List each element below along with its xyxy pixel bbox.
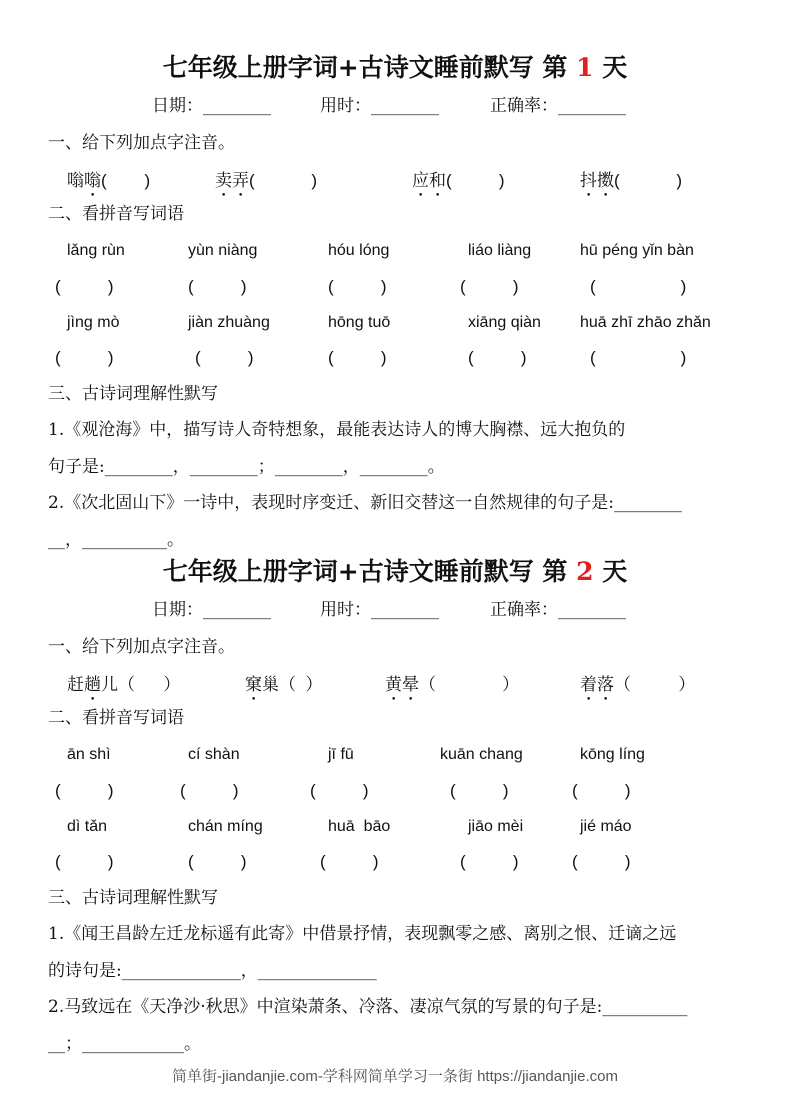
answer-blank: ( ) (55, 277, 114, 296)
answer-blank: ( ) (468, 348, 527, 367)
sheet-title (0, 559, 790, 584)
title-text: 七年级上册字词+古诗文睡前默写 第 (162, 557, 577, 586)
answer-blank: ( ) (55, 852, 114, 871)
pinyin-item: dì tǎn (67, 818, 108, 835)
answer-blank: ( ) (188, 852, 247, 871)
answer-blank: ( ) (328, 348, 387, 367)
pinyin-item: kuān chang (440, 746, 523, 763)
title-suffix: 天 (593, 53, 628, 82)
question-1-blanks: 句子是:________，________；________，________。 (48, 457, 445, 477)
pinyin-item: kōng líng (580, 746, 645, 763)
pinyin-item: yùn niàng (188, 242, 258, 259)
pinyin-item: lǎng rùn (67, 242, 125, 259)
word-dotted: 窠 (245, 675, 262, 695)
section-1-heading: 一、给下列加点字注音。 (48, 637, 235, 657)
dotted-word-item (412, 171, 505, 201)
answer-parens: ( ) (614, 171, 682, 190)
answer-blank: ( ) (590, 348, 687, 367)
answer-blank: ( ) (328, 277, 387, 296)
pinyin-item: cí shàn (188, 746, 240, 763)
question-2-blanks: __；____________。 (48, 1034, 201, 1054)
question-1-blanks: 的诗句是:______________，______________ (48, 961, 377, 981)
title-suffix: 天 (593, 557, 628, 586)
question-2: 2.《次北固山下》一诗中，表现时序变迁、新旧交替这一自然规律的句子是:________ (48, 493, 682, 513)
answer-blank: ( ) (450, 781, 509, 800)
answer-blank: ( ) (460, 277, 519, 296)
word-plain: 赶 (67, 675, 84, 695)
answer-parens: ( ) (249, 171, 317, 190)
question-1: 1.《观沧海》中，描写诗人奇特想象，最能表达诗人的博大胸襟、远大抱负的 (48, 420, 626, 440)
title-text: 七年级上册字词+古诗文睡前默写 第 (162, 53, 577, 82)
word-dotted: 黄晕 (385, 675, 419, 695)
answer-blank: ( ) (55, 348, 114, 367)
answer-parens: 巢（ ） (262, 675, 323, 694)
answer-parens: （ ） (614, 675, 696, 694)
pinyin-item: ān shì (67, 746, 111, 763)
answer-blank: ( ) (55, 781, 114, 800)
section-2-heading: 二、看拼音写词语 (48, 708, 184, 728)
answer-blank: ( ) (572, 781, 631, 800)
answer-blank: ( ) (195, 348, 254, 367)
pinyin-item: liáo liàng (468, 242, 532, 259)
answer-blank: ( ) (188, 277, 247, 296)
pinyin-item: jié máo (580, 818, 632, 835)
word-dotted: 嗡 (84, 171, 101, 191)
sheet-title (0, 55, 790, 80)
section-3-heading: 三、古诗词理解性默写 (48, 888, 218, 908)
time-field: 用时：________ (320, 96, 439, 116)
dotted-word-item (215, 171, 317, 201)
pinyin-item: hōng tuō (328, 314, 391, 331)
question-1: 1.《闻王昌龄左迁龙标遥有此寄》中借景抒情，表现飘零之感、离别之恨、迁谪之远 (48, 924, 677, 944)
answer-blank: ( ) (572, 852, 631, 871)
pinyin-item: hóu lóng (328, 242, 390, 259)
word-dotted: 抖擞 (580, 171, 614, 191)
word-dotted: 着落 (580, 675, 614, 695)
accuracy-field: 正确率：________ (490, 600, 626, 620)
question-2-blanks: __，__________。 (48, 530, 184, 550)
pinyin-item: xiāng qiàn (468, 314, 541, 331)
word-dotted: 卖弄 (215, 171, 249, 191)
dotted-word-item (67, 675, 180, 705)
day-number: 1 (576, 53, 594, 82)
answer-blank: ( ) (320, 852, 379, 871)
pinyin-item: jī fū (328, 746, 354, 763)
answer-blank: ( ) (460, 852, 519, 871)
answer-parens: 儿（ ） (101, 675, 181, 694)
pinyin-item: huā bāo (328, 818, 391, 835)
section-1-heading: 一、给下列加点字注音。 (48, 133, 235, 153)
word-dotted: 趟 (84, 675, 101, 695)
dotted-word-item (385, 675, 519, 705)
time-field: 用时：________ (320, 600, 439, 620)
answer-blank: ( ) (590, 277, 687, 296)
section-3-heading: 三、古诗词理解性默写 (48, 384, 218, 404)
answer-parens: ( ) (101, 171, 151, 190)
answer-blank: ( ) (310, 781, 369, 800)
answer-parens: （ ） (419, 675, 520, 694)
dotted-word-item (245, 675, 322, 705)
pinyin-item: jìng mò (67, 314, 120, 331)
date-field: 日期：________ (152, 96, 271, 116)
pinyin-item: huā zhī zhāo zhǎn (580, 314, 711, 331)
word-dotted: 应和 (412, 171, 446, 191)
pinyin-item: jiāo mèi (468, 818, 524, 835)
section-2-heading: 二、看拼音写词语 (48, 204, 184, 224)
dotted-word-item (580, 171, 682, 201)
day-number: 2 (576, 557, 594, 586)
date-field: 日期：________ (152, 600, 271, 620)
footer-watermark: 简单街-jiandanjie.com-学科网简单学习一条街 https://jiandanjie.com (172, 1068, 618, 1085)
answer-blank: ( ) (180, 781, 239, 800)
accuracy-field: 正确率：________ (490, 96, 626, 116)
dotted-word-item (67, 171, 150, 201)
pinyin-item: chán míng (188, 818, 263, 835)
pinyin-item: jiàn zhuàng (188, 314, 270, 331)
dotted-word-item (580, 675, 695, 705)
question-2: 2.马致远在《天净沙·秋思》中渲染萧条、冷落、凄凉气氛的写景的句子是:__________ (48, 997, 688, 1017)
answer-parens: ( ) (446, 171, 505, 190)
word-plain: 嗡 (67, 171, 84, 191)
pinyin-item: hū péng yǐn bàn (580, 242, 694, 259)
